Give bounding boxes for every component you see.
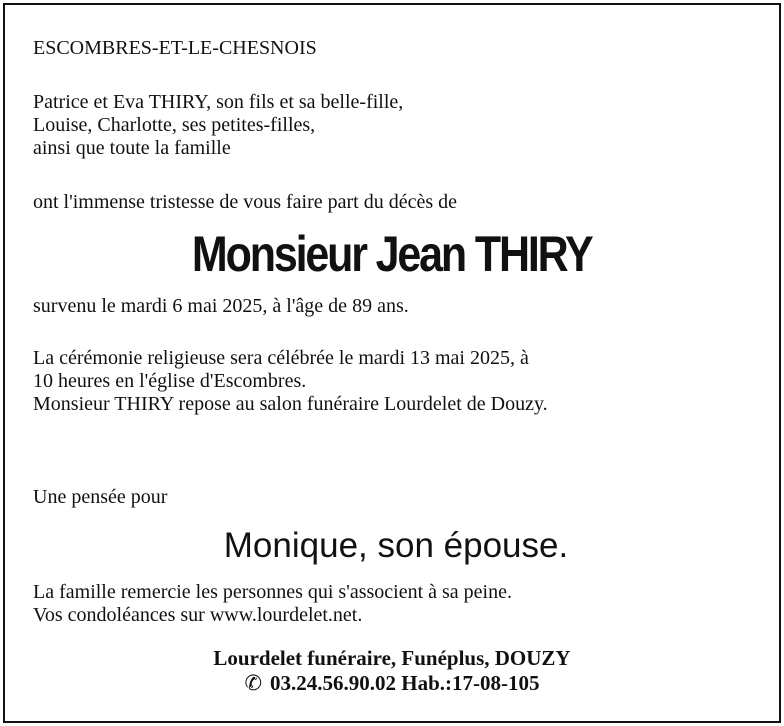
thanks-line-1: La famille remercie les personnes qui s'associent à sa peine.	[33, 581, 512, 603]
deceased-name: Monsieur Jean THIRY	[191, 226, 592, 282]
obituary-notice	[3, 3, 781, 723]
family-line-2: Louise, Charlotte, ses petites-filles,	[33, 114, 316, 136]
ceremony-line-3: Monsieur THIRY repose au salon funéraire Lourdelet de Douzy.	[33, 393, 548, 415]
family-line-3: ainsi que toute la famille	[33, 137, 231, 159]
ceremony-line-1: La cérémonie religieuse sera célébrée le mardi 13 mai 2025, à	[33, 347, 529, 369]
funeral-home-info	[5, 646, 779, 696]
tribute-person: Monique, son épouse.	[223, 526, 569, 565]
location-heading: ESCOMBRES-ET-LE-CHESNOIS	[33, 37, 317, 59]
thanks-message	[33, 581, 512, 627]
ceremony-details	[33, 347, 548, 416]
condolences-line: Vos condoléances sur www.lourdelet.net.	[33, 604, 363, 626]
thought-intro: Une pensée pour	[33, 486, 168, 508]
funeral-home-contact	[5, 671, 779, 696]
family-line-1: Patrice et Eva THIRY, son fils et sa belle-fille,	[33, 91, 404, 113]
funeral-home-phone: 03.24.56.90.02 Hab.:17-08-105	[270, 671, 540, 695]
funeral-home-name: Lourdelet funéraire, Funéplus, DOUZY	[213, 646, 571, 670]
family-members	[33, 91, 403, 160]
ceremony-line-2: 10 heures en l'église d'Escombres.	[33, 370, 307, 392]
phone-icon: ✆	[244, 671, 263, 695]
announcement-text: ont l'immense tristesse de vous faire part du décès de	[33, 191, 458, 213]
death-info: survenu le mardi 6 mai 2025, à l'âge de 89 ans.	[33, 295, 409, 317]
